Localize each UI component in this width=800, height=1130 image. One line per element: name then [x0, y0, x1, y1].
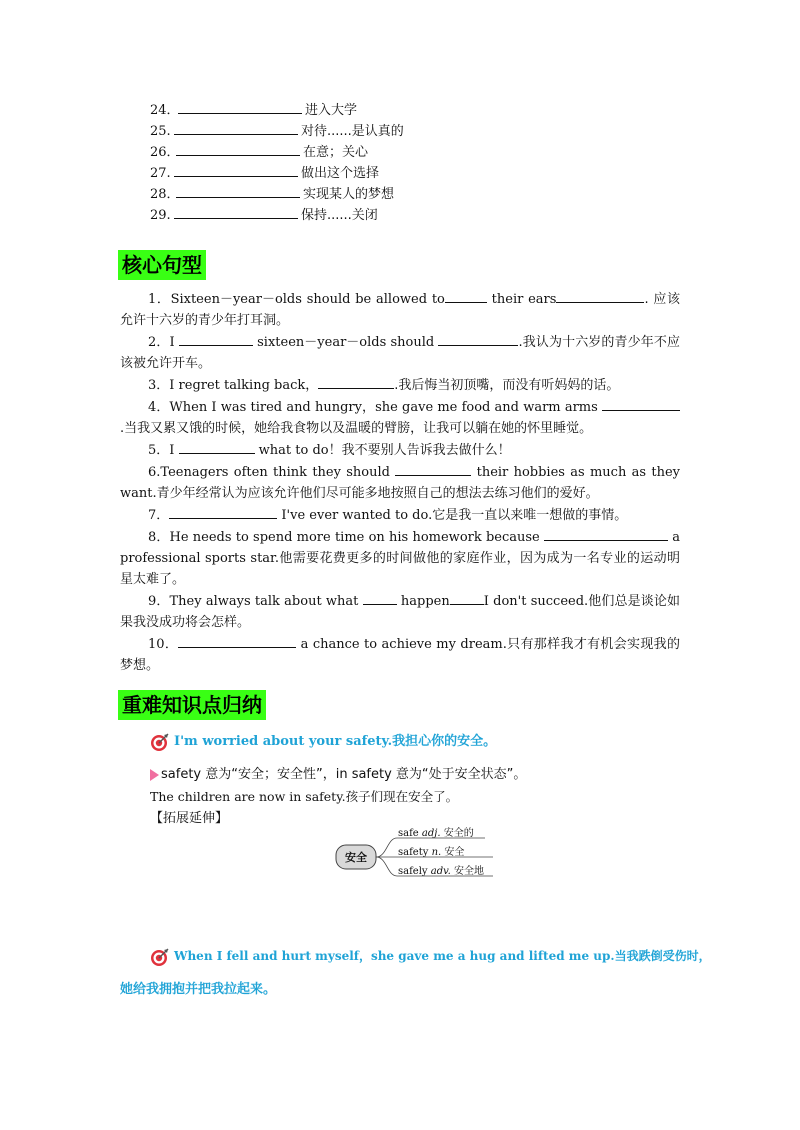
key-sentence: When I fell and hurt myself，she gave me a hug and lifted me up.当我跌倒受伤时，	[173, 949, 711, 963]
key-sentence: I'm worried about your safety.我担心你的安全。	[173, 734, 497, 749]
section-heading-core-sentences: 核心句型	[118, 250, 206, 280]
key-point-2	[150, 940, 711, 972]
key-sentence-continued: 她给我拥抱并把我拉起来。	[120, 982, 277, 997]
answer-blank	[176, 140, 300, 156]
answer-blank	[318, 374, 394, 389]
answer-blank	[174, 161, 298, 177]
answer-blank	[450, 590, 484, 605]
usage-note: safety 意为“安全；安全性”，in safety 意为“处于安全状态”。	[161, 767, 527, 782]
target-icon	[150, 732, 170, 752]
vocab-item: 28． 实现某人的梦想	[150, 182, 404, 203]
diagram-item: safely adv. 安全地	[398, 866, 484, 877]
diagram-item: safety n. 安全	[398, 847, 465, 858]
vocab-item: 29. 保持......关闭	[150, 203, 404, 224]
answer-blank	[179, 331, 253, 346]
section-heading-key-points: 重难知识点归纳	[118, 690, 266, 720]
key-point-1	[150, 730, 526, 830]
answer-blank	[178, 98, 302, 114]
answer-blank	[176, 182, 300, 198]
vocab-item: 26． 在意；关心	[150, 140, 404, 161]
answer-blank	[174, 203, 298, 219]
answer-blank	[544, 526, 668, 541]
diagram-center-label: 安全	[345, 851, 367, 864]
sentence-item: 2．I sixteen－year－olds should .我认为十六岁的青少年不应该被允许开车。	[120, 331, 680, 374]
vocab-item: 27. 做出这个选择	[150, 161, 404, 182]
pink-arrow-icon	[150, 769, 159, 781]
vocab-list	[150, 98, 404, 224]
sentence-item: 1．Sixteen－year－olds should be allowed to their ears . 应该允许十六岁的青少年打耳洞。	[120, 288, 680, 331]
answer-blank	[395, 461, 471, 476]
sentence-list	[120, 288, 680, 676]
answer-blank	[179, 439, 255, 454]
sentence-item: 9．They always talk about what happen I don't succeed.他们总是谈论如果我没成功将会怎样。	[120, 590, 680, 633]
target-icon	[150, 947, 170, 967]
sentence-item: 4．When I was tired and hungry，she gave me food and warm arms .当我又累又饿的时候，她给我食物以及温暖的臂膀，让我可以躺在她的怀里睡觉。	[120, 396, 680, 439]
sentence-item: 8．He needs to spend more time on his homework because a professional sports star.他需要花费更多的时间做他的家庭作业，因为成为一名专业的运动明星太难了。	[120, 526, 680, 590]
vocab-item: 25. 对待......是认真的	[150, 119, 404, 140]
word-family-diagram	[335, 826, 505, 882]
answer-blank	[363, 590, 397, 605]
answer-blank	[174, 119, 298, 135]
sentence-item: 6.Teenagers often think they should their hobbies as much as they want.青少年经常认为应该允许他们尽可能多地按照自己的想法去练习他们的爱好。	[120, 461, 680, 504]
example-sentence: The children are now in safety.孩子们现在安全了。	[150, 789, 459, 804]
sentence-item: 7． I've ever wanted to do.它是我一直以来唯一想做的事情。	[120, 504, 680, 526]
answer-blank	[445, 288, 487, 303]
answer-blank	[438, 331, 518, 346]
answer-blank	[602, 396, 680, 411]
diagram-item: safe adj. 安全的	[398, 828, 474, 839]
answer-blank	[178, 633, 296, 648]
vocab-item: 24． 进入大学	[150, 98, 404, 119]
sentence-item: 3．I regret talking back， .我后悔当初顶嘴，而没有听妈妈的话。	[120, 374, 680, 396]
sentence-item: 10． a chance to achieve my dream.只有那样我才有机会实现我的梦想。	[120, 633, 680, 676]
answer-blank	[556, 288, 644, 303]
extension-label: 【拓展延伸】	[150, 811, 229, 826]
answer-blank	[169, 504, 277, 519]
sentence-item: 5．I what to do！我不要别人告诉我去做什么！	[120, 439, 680, 461]
